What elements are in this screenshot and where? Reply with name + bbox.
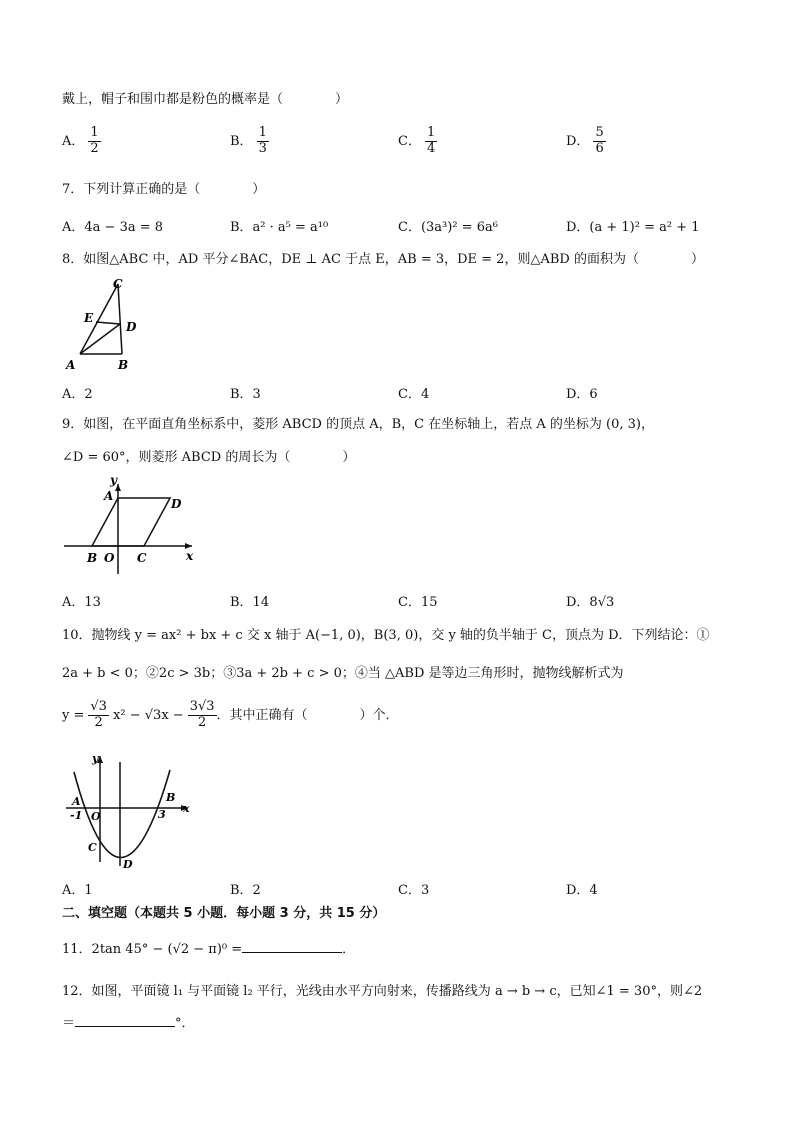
label-o: O [104,551,115,565]
label-a: A [72,795,81,808]
q6-choice-d[interactable] [566,126,606,157]
fraction: $\frac{1}{2}$ [90,125,99,156]
q8-choice-d[interactable]: D．6 [566,387,598,402]
q6-choice-c[interactable] [398,126,437,157]
q11-text: 11．2tan 45° − (√2 − π)⁰ = [62,942,243,957]
q8-choice-c[interactable]: C．4 [398,387,430,402]
label-o: O [91,810,101,823]
q8-choice-a[interactable]: A．2 [62,387,93,402]
label-x: x [183,802,190,815]
q10-line3 [62,700,399,731]
label-a: A [104,489,114,503]
label-c: C [113,277,123,291]
q10-choice-a[interactable]: A．1 [62,883,93,898]
q9-choice-c[interactable]: C．15 [398,595,438,610]
choice-label: A． [62,133,85,149]
q10-line1: 10．抛物线 y = ax² + bx + c 交 x 轴于 A(−1, 0)，B(3, 0)，交 y 轴的负半轴于 C，顶点为 D．下列结论：① [62,628,710,643]
fraction: $\frac{5}{6}$ [595,125,604,156]
q9-choice-b[interactable]: B．14 [230,595,270,610]
q9-stem-line2: ∠D = 60°，则菱形 ABCD 的周长为（ ） [62,450,356,465]
label-c: C [137,551,147,565]
section-heading-fill-in: 二、填空题（本题共 5 小题．每小题 3 分，共 15 分） [62,906,386,921]
label-y: y [92,752,99,765]
q7-choice-a[interactable]: A．4a − 3a = 8 [62,220,164,235]
q7-choice-d[interactable]: D．(a + 1)² = a² + 1 [566,220,700,235]
q9-choice-d[interactable]: D．8√3 [566,595,615,610]
q7-choice-b[interactable]: B．a² · a⁵ = a¹⁰ [230,220,329,235]
label-b: B [166,791,176,804]
choice-label: B． [230,133,253,149]
q12-line2-suffix: °． [175,1016,195,1031]
q10-choice-c[interactable]: C．3 [398,883,430,898]
q6-choice-a[interactable] [62,126,101,157]
q8-choice-b[interactable]: B．3 [230,387,261,402]
fraction: $\frac{1}{3}$ [258,125,267,156]
q10-line3-prefix: y = [62,707,85,723]
label-d: D [171,497,182,511]
q9-stem-line1: 9．如图，在平面直角坐标系中，菱形 ABCD 的顶点 A，B，C 在坐标轴上，若点 A 的坐标为 (0, 3)， [62,417,654,432]
q10-choice-d[interactable]: D．4 [566,883,598,898]
q12-line2 [62,1016,195,1032]
label-x: x [186,549,194,563]
fraction-sqrt3-over-2: $\frac{√3}{2}$ [90,699,107,730]
choice-label: D． [566,133,590,149]
label-a: A [66,358,76,372]
q10-line2: 2a + b < 0；②2c > 3b；③3a + 2b + c > 0；④当 △ABD 是等边三角形时，抛物线解析式为 [62,666,624,681]
q12-line1: 12．如图，平面镜 l₁ 与平面镜 l₂ 平行，光线由水平方向射来，传播路线为 a → b → c，已知∠1 = 30°，则∠2 [62,984,703,999]
choice-label: C． [398,133,421,149]
q10-parabola-figure [62,750,194,872]
q10-line3-suffix: ．其中正确有（ ）个． [216,707,399,723]
fraction-3sqrt3-over-2: $\frac{3√3}{2}$ [189,699,215,730]
q11-line [62,942,355,958]
q8-triangle-figure [60,276,150,372]
q9-choice-a[interactable]: A．13 [62,595,101,610]
q8-stem: 8．如图△ABC 中，AD 平分∠BAC，DE ⊥ AC 于点 E，AB = 3，DE = 2，则△ABD 的面积为（ ） [62,252,704,267]
label-neg1: -1 [70,809,83,822]
label-d: D [123,858,133,871]
label-e: E [84,311,94,325]
q12-line2-prefix: ＝ [62,1016,76,1031]
q11-end: ． [342,942,356,957]
label-y: y [110,474,117,487]
q9-rhombus-figure [60,474,200,578]
q7-choice-c[interactable]: C．(3a³)² = 6a⁶ [398,220,498,235]
label-c: C [88,841,97,854]
label-b: B [87,551,98,565]
label-b: B [118,358,129,372]
q7-stem: 7．下列计算正确的是（ ） [62,182,266,197]
label-d: D [126,320,137,334]
q6-choice-b[interactable] [230,126,269,157]
fraction: $\frac{1}{4}$ [426,125,436,156]
q10-choice-b[interactable]: B．2 [230,883,261,898]
q10-line3-mid: x² − √3x − [113,707,184,723]
label-3: 3 [158,808,166,821]
q6-stem-tail: 戴上，帽子和围巾都是粉色的概率是（ ） [62,92,349,107]
q12-answer-blank[interactable] [75,1026,175,1027]
q11-answer-blank[interactable] [242,952,342,953]
